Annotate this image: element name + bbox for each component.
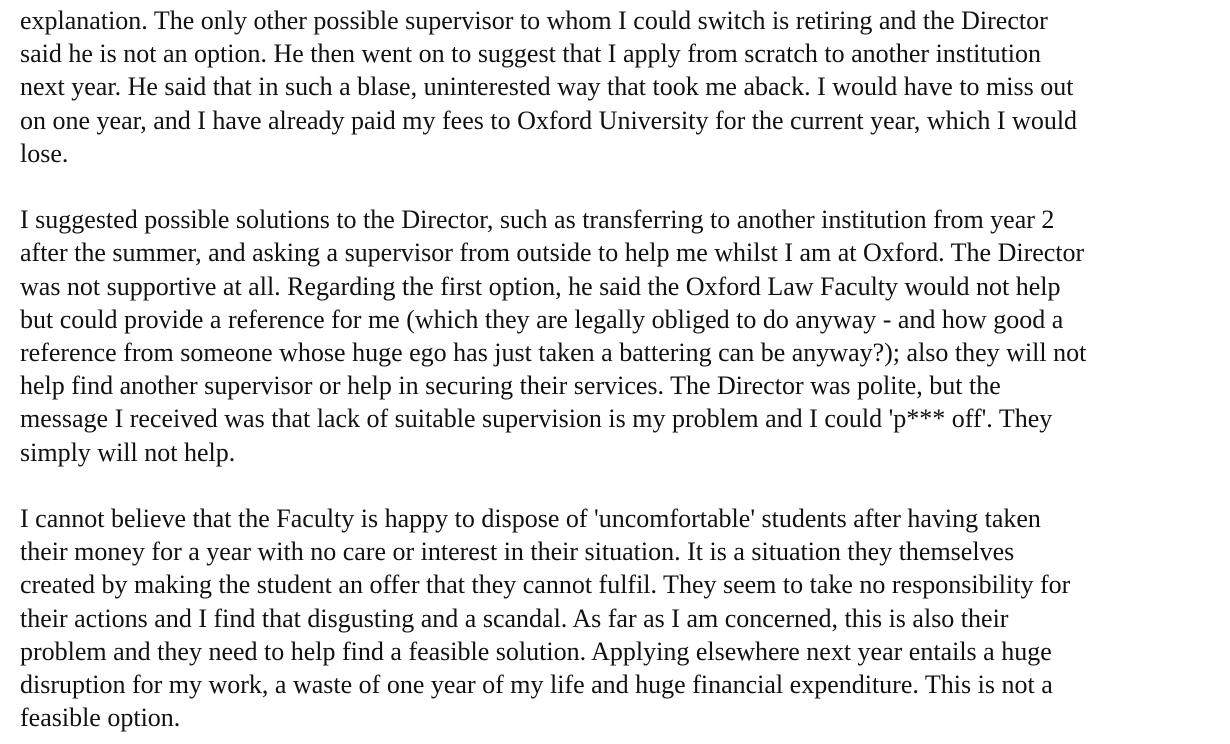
text-line: but could provide a reference for me (which they are legally obliged to do anyway - and how good a [20, 304, 1064, 334]
text-line: after the summer, and asking a supervisor from outside to help me whilst I am at Oxford. The Director [20, 238, 1085, 268]
text-line: their actions and I find that disgusting and a scandal. As far as I am concerned, this is also their [20, 603, 1009, 633]
text-line: created by making the student an offer that they cannot fulfil. They seem to take no responsibility for [20, 570, 1071, 600]
text-line: problem and they need to help find a feasible solution. Applying elsewhere next year entails a huge [20, 636, 1052, 666]
text-line: explanation. The only other possible supervisor to whom I could switch is retiring and the Director [20, 6, 1048, 35]
paragraph-spacer [20, 170, 1220, 203]
text-line: message I received was that lack of suitable supervision is my problem and I could 'p*** off'. They [20, 404, 1053, 434]
text-line: lose. [20, 138, 69, 168]
text-line: their money for a year with no care or interest in their situation. It is a situation they themselves [20, 537, 1015, 567]
text-line: next year. He said that in such a blase, uninterested way that took me aback. I would have to miss out [20, 72, 1074, 102]
text-line: I suggested possible solutions to the Director, such as transferring to another institution from year 2 [20, 205, 1055, 235]
paragraph-1 [20, 4, 1220, 170]
paragraph-3 [20, 502, 1220, 734]
document-body [20, 4, 1220, 734]
text-line: disruption for my work, a waste of one year of my life and huge financial expenditure. This is not a [20, 670, 1053, 700]
text-line: simply will not help. [20, 437, 236, 467]
text-line: help find another supervisor or help in securing their services. The Director was polite, but the [20, 371, 1001, 401]
paragraph-spacer [20, 469, 1220, 502]
text-line: feasible option. [20, 703, 181, 733]
text-line: was not supportive at all. Regarding the first option, he said the Oxford Law Faculty would not help [20, 271, 1061, 301]
text-line: said he is not an option. He then went on to suggest that I apply from scratch to another institution [20, 39, 1042, 69]
text-line: I cannot believe that the Faculty is happy to dispose of 'uncomfortable' students after having taken [20, 504, 1041, 534]
text-line: reference from someone whose huge ego has just taken a battering can be anyway?); also they will not [20, 338, 1087, 368]
paragraph-2 [20, 203, 1220, 469]
text-line: on one year, and I have already paid my fees to Oxford University for the current year, which I would [20, 105, 1078, 135]
